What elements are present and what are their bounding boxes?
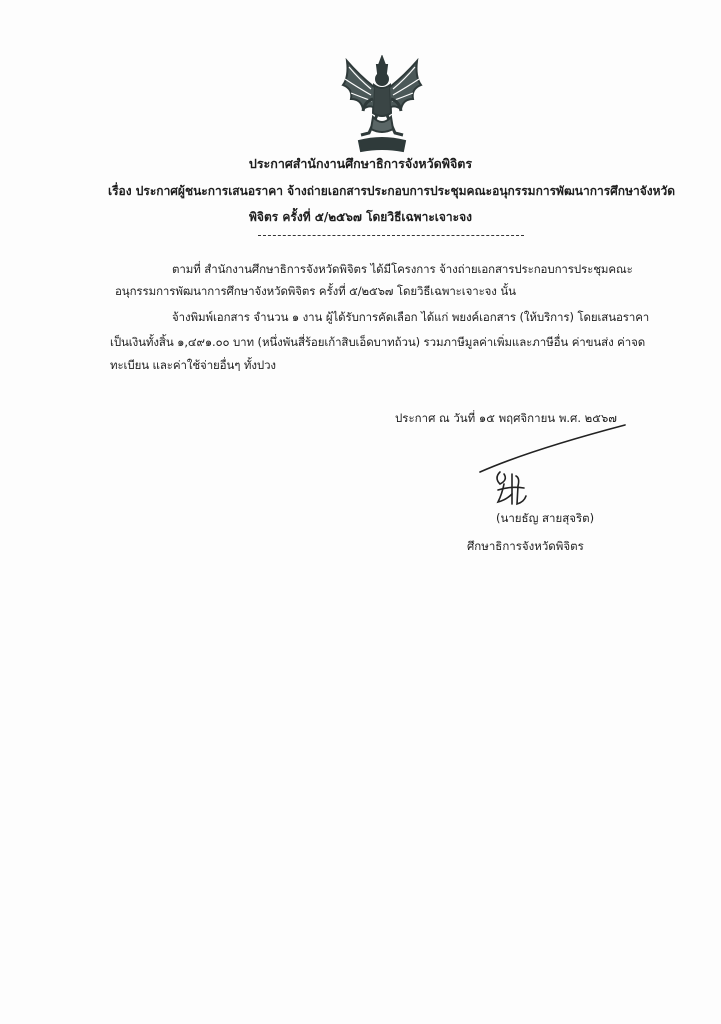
paragraph-2-line-3: ทะเบียน และค่าใช้จ่ายอื่นๆ ทั้งปวง (110, 358, 276, 372)
paragraph-1-line-2: อนุกรรมการพัฒนาการศึกษาจังหวัดพิจิตร ครั้งที่ ๕/๒๕๖๗ โดยวิธีเฉพาะเจาะจง นั้น (115, 284, 516, 298)
announcement-date: ประกาศ ณ วันที่ ๑๕ พฤศจิกายน พ.ศ. ๒๕๖๗ (395, 411, 617, 425)
document-title: ประกาศสำนักงานศึกษาธิการจังหวัดพิจิตร (248, 156, 473, 171)
paragraph-1-line-1: ตามที่ สำนักงานศึกษาธิการจังหวัดพิจิตร ได้มีโครงการ จ้างถ่ายเอกสารประกอบการประชุมคณะ (172, 262, 633, 276)
signer-position: ศึกษาธิการจังหวัดพิจิตร (467, 539, 584, 553)
signer-name: (นายธัญ สายสุจริต) (496, 511, 595, 525)
garuda-emblem-icon (339, 55, 425, 153)
paragraph-2-line-2: เป็นเงินทั้งสิ้น ๑,๔๙๑.๐๐ บาท (หนึ่งพันสี่ร้อยเก้าสิบเอ็ดบาทถ้วน) รวมภาษีมูลค่าเพิ่มและภาษีอื่น ค่าขนส่ง ค่าจด (110, 335, 646, 349)
handwritten-signature (420, 420, 635, 520)
paragraph-2-line-1: จ้างพิมพ์เอกสาร จำนวน ๑ งาน ผู้ได้รับการคัดเลือก ได้แก่ พยงค์เอกสาร (ให้บริการ) โดยเสนอราคา (172, 310, 650, 324)
subject-line-continued: พิจิตร ครั้งที่ ๕/๒๕๖๗ โดยวิธีเฉพาะเจาะจง (249, 210, 472, 224)
subject-line: เรื่อง ประกาศผู้ชนะการเสนอราคา จ้างถ่ายเอกสารประกอบการประชุมคณะอนุกรรมการพัฒนาการศึกษาจังหวัด (108, 184, 676, 198)
separator-line (258, 235, 524, 236)
